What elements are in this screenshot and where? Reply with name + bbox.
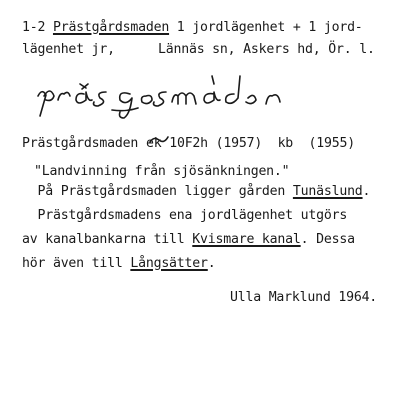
body-line-3-end: . Dessa	[300, 232, 355, 247]
canal-name-link: Kvismare kanal	[192, 232, 301, 247]
body-line-4-end: .	[207, 256, 216, 271]
header-line-2-left: lägenhet jr,	[22, 42, 115, 57]
body-line-3-text: av kanalbankarna till	[22, 232, 193, 247]
body-line-4-text: hör även till	[22, 256, 131, 271]
parish-district-info: Lännäs sn, Askers hd, Ör. l.	[158, 42, 375, 57]
place-name: Prästgårdsmaden	[22, 136, 139, 151]
body-line-1-end: .	[362, 184, 371, 199]
header-line-1	[22, 20, 363, 36]
header-line-2	[22, 42, 382, 58]
map-reference: ek 10F2h (1957) kb (1955)	[146, 136, 355, 151]
author-signature: Ulla Marklund 1964.	[230, 290, 378, 305]
pronunciation-line	[22, 136, 382, 152]
entry-number: 1-2	[22, 20, 53, 35]
place-name-heading: Prästgårdsmaden	[52, 20, 170, 35]
body-line-1-text: På Prästgårdsmaden ligger gården	[22, 184, 293, 199]
header-line-1-rest: 1 jordlägenhet + 1 jord-	[169, 20, 363, 35]
handwritten-phonetic-transcription	[34, 62, 334, 122]
name-explanation-quote: "Landvinning från sjösänkningen."	[34, 164, 290, 179]
body-line-3	[22, 232, 355, 248]
body-line-1	[22, 184, 370, 200]
body-line-2: Prästgårdsmadens ena jordlägenhet utgörs	[22, 208, 348, 223]
farm-name-link-2: Långsätter	[130, 256, 208, 271]
farm-name-link: Tunäslund	[292, 184, 363, 199]
body-line-4	[22, 256, 216, 272]
